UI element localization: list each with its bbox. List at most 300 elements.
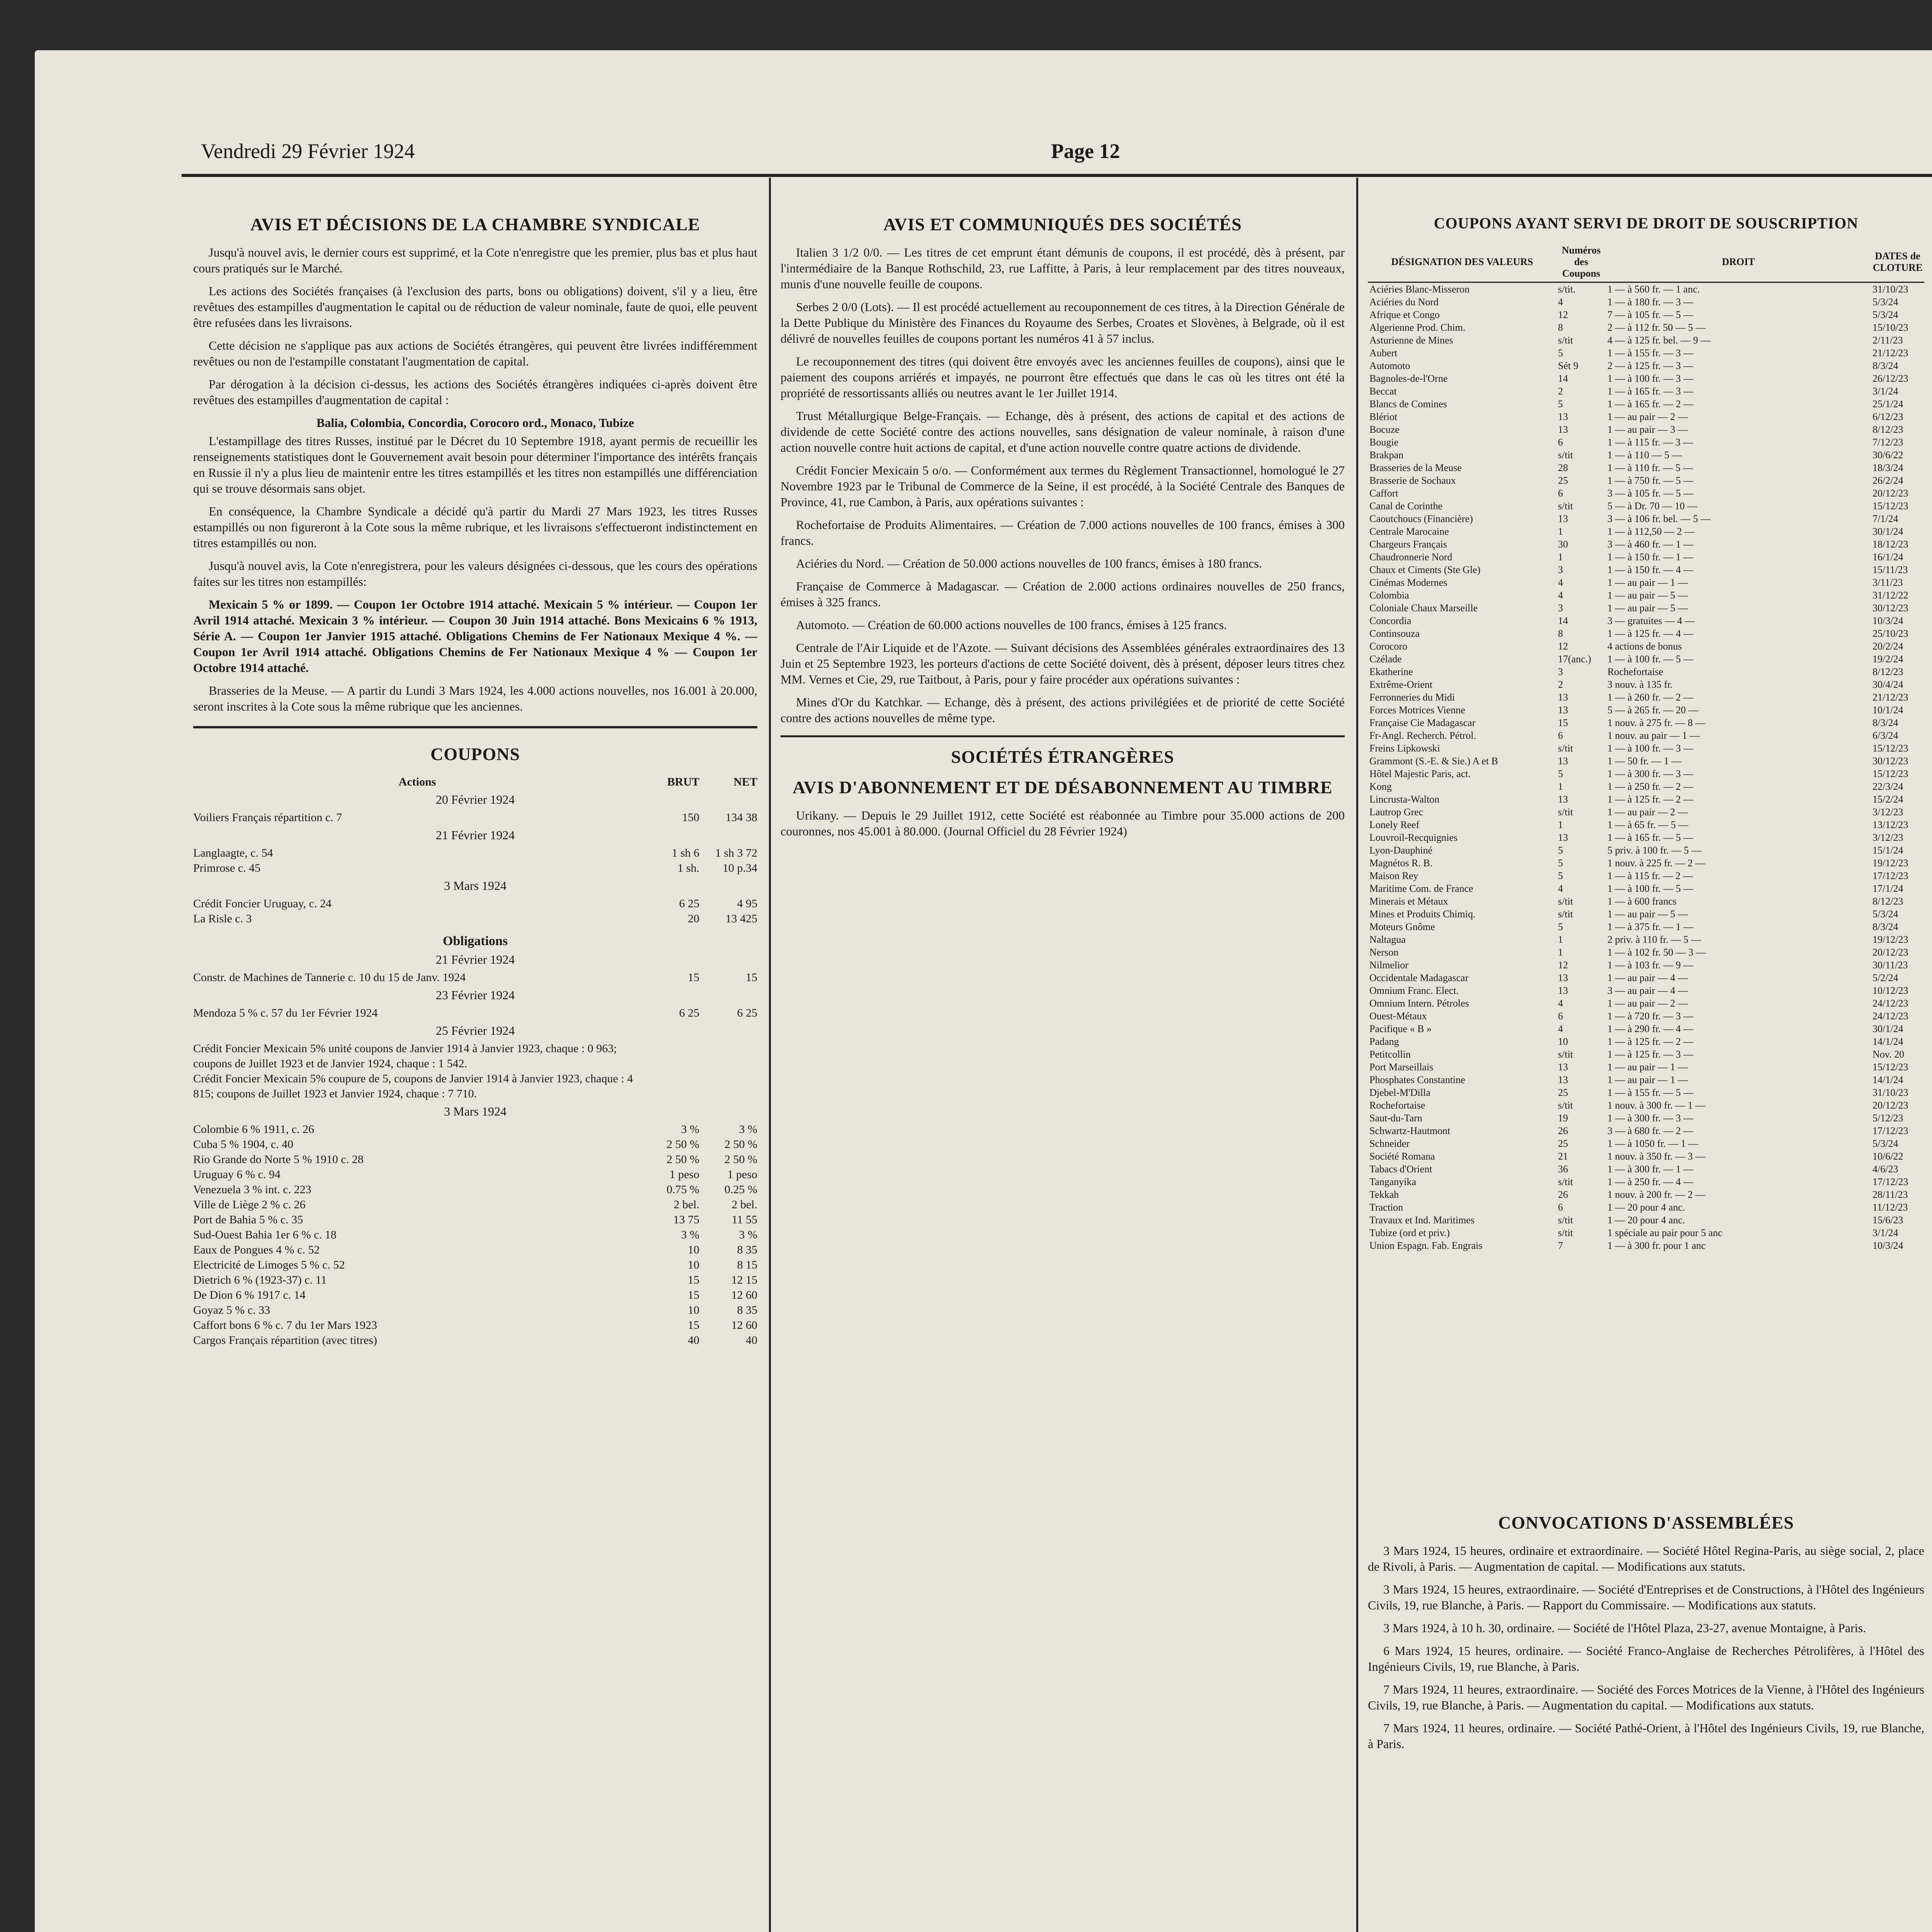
droit-droit: 1 — à 165 fr. — 5 — (1607, 832, 1694, 843)
droit-coupon: 13 (1558, 424, 1568, 435)
droit-droit: 1 — à 180 fr. — 3 — (1607, 296, 1694, 308)
droit-droit: 1 — au pair — 5 — (1607, 590, 1688, 601)
droit-coupon: 4 (1558, 998, 1563, 1009)
droit-valeur: Grammont (S.-E. & Sie.) A et B (1369, 755, 1498, 767)
coupon-date: 3 Mars 1924 (444, 1104, 507, 1118)
avis-para: Crédit Foncier Mexicain 5 o/o. — Conformément aux termes du Règlement Transactionnel, homologué le 27 Novembre 1923 par le Tribunal de Commerce de la Seine, il est procédé, à la Société Centrale des Banques de Province, 41, rue Cambon, à Paris, aux opérations suivantes : (781, 463, 1345, 509)
droit-valeur: Bougie (1369, 437, 1399, 448)
droit-droit: 1 — à 375 fr. — 1 — (1607, 921, 1694, 932)
droit-droit: 1 — 20 pour 4 anc. (1607, 1202, 1685, 1213)
coupon-row (193, 896, 757, 911)
droit-title: COUPONS AYANT SERVI DE DROIT DE SOUSCRIPTION (1434, 214, 1859, 232)
droit-coupon: 13 (1558, 755, 1568, 767)
droit-date: 26/12/23 (1872, 373, 1908, 384)
droit-date: 3/12/23 (1872, 832, 1903, 843)
table-row (1368, 1163, 1924, 1175)
table-row (1368, 908, 1924, 920)
coupon-name: Sud-Ouest Bahia 1er 6 % c. 18 (193, 1228, 337, 1241)
droit-droit: 1 — 50 fr. — 1 — (1607, 755, 1682, 767)
coupon-brut: 10 (688, 1243, 699, 1256)
page-number: Page 12 (1051, 139, 1120, 163)
coupon-brut: 2 bel. (673, 1198, 699, 1211)
table-row (1368, 576, 1924, 589)
droit-valeur: Traction (1369, 1202, 1403, 1213)
droit-coupon: 12 (1558, 959, 1568, 971)
droit-coupon: 13 (1558, 411, 1568, 422)
droit-coupon: 19 (1558, 1112, 1568, 1124)
droit-coupon: 3 (1558, 564, 1563, 575)
droit-date: 3/1/24 (1872, 386, 1898, 397)
coupons-title: COUPONS (430, 744, 520, 764)
droit-date: 30/1/24 (1872, 526, 1903, 537)
table-row (1368, 755, 1924, 767)
droit-coupon: 13 (1558, 704, 1568, 716)
droit-valeur: Automoto (1369, 360, 1410, 371)
coupon-name: Electricité de Limoges 5 % c. 52 (193, 1259, 345, 1271)
droit-droit: 1 nouv. à 300 fr. — 1 — (1607, 1100, 1706, 1111)
droit-valeur: Djebel-M'Dilla (1369, 1087, 1430, 1098)
section-rule (193, 726, 757, 728)
droit-valeur: Pacifique « B » (1369, 1023, 1432, 1034)
droit-droit: 3 — à 105 fr. — 5 — (1607, 488, 1694, 499)
droit-valeur: Bagnoles-de-l'Orne (1369, 373, 1448, 384)
droit-droit: 1 — à 112,50 — 2 — (1607, 526, 1695, 537)
droit-date: 15/2/24 (1872, 794, 1903, 805)
convocations-title: CONVOCATIONS D'ASSEMBLÉES (1498, 1513, 1794, 1532)
droit-coupon: s/tit (1558, 1176, 1573, 1187)
droit-droit: 1 — au pair — 2 — (1607, 806, 1688, 818)
droit-date: 5/3/24 (1872, 296, 1898, 308)
table-row (1368, 933, 1924, 946)
table-row (1368, 1239, 1924, 1252)
droit-valeur: Freins Lipkowski (1369, 743, 1440, 754)
coupon-brut (641, 1041, 699, 1071)
droit-coupon: Sét 9 (1558, 360, 1578, 371)
droit-coupon: 14 (1558, 615, 1568, 626)
table-row (1368, 1073, 1924, 1086)
droit-droit: 3 nouv. à 135 fr. (1607, 679, 1673, 690)
table-row (1368, 423, 1924, 436)
coupon-row (193, 1041, 757, 1071)
droit-date: 15/10/23 (1872, 322, 1908, 333)
droit-date: 15/12/23 (1872, 768, 1908, 779)
table-row (1368, 1188, 1924, 1201)
droit-droit: 1 — à 102 fr. 50 — 3 — (1607, 947, 1706, 958)
coupon-name: Caffort bons 6 % c. 7 du 1er Mars 1923 (193, 1319, 378, 1332)
coupon-net: 134 38 (725, 811, 757, 824)
coupon-row (193, 1182, 757, 1197)
table-row (1368, 461, 1924, 474)
droit-droit: 1 — à 100 fr. — 3 — (1607, 373, 1694, 384)
droit-valeur: Hôtel Majestic Paris, act. (1369, 768, 1471, 779)
droit-coupon: 6 (1558, 488, 1563, 499)
coupon-row (193, 1242, 757, 1257)
coupon-name: De Dion 6 % 1917 c. 14 (193, 1289, 306, 1301)
avis-para: Serbes 2 0/0 (Lots). — Il est procédé actuellement au recouponnement de ces titres, à la Direction Générale de la Dette Publique du Ministère des Finances du Royaume des Serbes, Croates et Slovènes, à Belgrade, où il est délivré de nouvelles feuilles de coupons portant les numéros 41 à 57 inclus. (781, 300, 1345, 345)
droit-date: 17/12/23 (1872, 1125, 1908, 1136)
droit-date: 10/3/24 (1872, 615, 1903, 626)
droit-droit: 1 — à 750 fr. — 5 — (1607, 475, 1694, 486)
droit-coupon: s/tit (1558, 743, 1573, 754)
droit-droit: 1 nouv. à 350 fr. — 3 — (1607, 1151, 1706, 1162)
droit-valeur: Continsouza (1369, 628, 1420, 639)
droit-valeur: Aciéries Blanc-Misseron (1369, 284, 1470, 295)
coupon-brut: 40 (688, 1334, 699, 1347)
droit-date: 14/1/24 (1872, 1074, 1903, 1085)
droit-date: 14/1/24 (1872, 1036, 1903, 1047)
table-row (1368, 436, 1924, 449)
droit-droit: 1 — au pair — 5 — (1607, 908, 1688, 920)
coupon-name: Cuba 5 % 1904, c. 40 (193, 1138, 294, 1151)
coupon-brut: 1 peso (669, 1168, 699, 1181)
convocation-para: 6 Mars 1924, 15 heures, ordinaire. — Société Franco-Anglaise de Recherches Pétrolifères, à l'Hôtel des Ingénieurs Civils, 19, rue Blanche, à Paris. (1368, 1644, 1924, 1673)
droit-date: 26/2/24 (1872, 475, 1903, 486)
coupon-name: Dietrich 6 % (1923-37) c. 11 (193, 1274, 327, 1286)
coupon-net: 12 15 (731, 1274, 757, 1286)
droit-coupon: 13 (1558, 972, 1568, 983)
coupon-net: 8 35 (737, 1243, 757, 1256)
droit-droit: 1 — à 290 fr. — 4 — (1607, 1023, 1694, 1034)
table-row (1368, 398, 1924, 410)
coupon-row (193, 911, 757, 926)
column-rule (769, 178, 771, 1932)
coupon-brut: 1 sh 6 (672, 847, 699, 859)
droit-valeur: Centrale Marocaine (1369, 526, 1449, 537)
brut-header: BRUT (667, 776, 699, 788)
coupon-row (193, 1287, 757, 1303)
droit-col-dates: DATES de CLOTURE (1871, 242, 1924, 282)
droit-droit: 1 nouv. au pair — 1 — (1607, 730, 1700, 741)
droit-coupon: 5 (1558, 870, 1563, 881)
droit-droit: 1 — à 150 fr. — 1 — (1607, 551, 1694, 563)
coupon-brut: 2 50 % (667, 1138, 699, 1151)
droit-valeur: Schneider (1369, 1138, 1410, 1149)
droit-date: 11/12/23 (1872, 1202, 1908, 1213)
coupon-name: Port de Bahia 5 % c. 35 (193, 1213, 303, 1226)
coupon-row (193, 1071, 757, 1101)
coupon-brut: 15 (688, 1289, 699, 1301)
coupon-brut: 3 % (681, 1228, 699, 1241)
droit-droit: 2 — à 112 fr. 50 — 5 — (1607, 322, 1706, 333)
droit-droit: 1 — à 110 — 5 — (1607, 449, 1682, 461)
droit-date: 5/3/24 (1872, 309, 1898, 320)
coupon-name: Crédit Foncier Uruguay, c. 24 (193, 897, 332, 910)
coupon-net: 40 (746, 1334, 757, 1347)
droit-date: Nov. 20 (1872, 1049, 1905, 1060)
table-row (1368, 1226, 1924, 1239)
coupon-brut (641, 1071, 699, 1101)
droit-valeur: Petitcollin (1369, 1049, 1411, 1060)
table-row (1368, 806, 1924, 818)
droit-date: 3/1/24 (1872, 1227, 1898, 1238)
droit-coupon: 2 (1558, 679, 1563, 690)
droit-coupon: 4 (1558, 296, 1563, 308)
droit-coupon: 1 (1558, 781, 1563, 792)
droit-coupon: 5 (1558, 768, 1563, 779)
droit-date: 31/10/23 (1872, 284, 1908, 295)
droit-valeur: Lincrusta-Walton (1369, 794, 1440, 805)
table-row (1368, 372, 1924, 385)
table-row (1368, 997, 1924, 1010)
droit-droit: 1 — à 125 fr. — 2 — (1607, 1036, 1694, 1047)
droit-coupon: 15 (1558, 717, 1568, 728)
table-row (1368, 296, 1924, 308)
droit-coupon: s/tit (1558, 500, 1573, 512)
droit-date: 10/1/24 (1872, 704, 1903, 716)
droit-valeur: Kong (1369, 781, 1392, 792)
droit-droit: 1 — à 100 fr. — 3 — (1607, 743, 1694, 754)
chambre-para: Mexicain 5 % or 1899. — Coupon 1er Octobre 1914 attaché. Mexicain 5 % intérieur. — Coupon 1er Avril 1914 attaché. Mexicain 3 % intérieur. — Coupon 30 Juin 1914 attaché. Bons Mexicains 6 % 1913, Série A. — Coupon 1er Janvier 1915 attaché. Obligations Chemins de Fer Nationaux Mexique 4 %. — Coupon 1er Avril 1914 attaché. Obligations Chemins de Fer Nationaux Mexique 4 % — Coupon 1er Octobre 1914 attaché. (193, 597, 757, 675)
droit-coupon: 13 (1558, 794, 1568, 805)
droit-droit: 1 — à 65 fr. — 5 — (1607, 819, 1689, 830)
droit-date: 22/3/24 (1872, 781, 1903, 792)
droit-date: 15/12/23 (1872, 743, 1908, 754)
droit-droit: 1 — au pair — 2 — (1607, 411, 1688, 422)
droit-coupon: 5 (1558, 921, 1563, 932)
droit-date: 30/12/23 (1872, 602, 1908, 614)
droit-valeur: Société Romana (1369, 1151, 1435, 1162)
coupon-net: 1 sh 3 72 (715, 847, 757, 859)
table-row (1368, 946, 1924, 959)
coupon-row (193, 970, 757, 985)
droit-date: 19/12/23 (1872, 857, 1908, 869)
chambre-para: Les actions des Sociétés françaises (à l'exclusion des parts, bons ou obligations) doivent, s'il y a lieu, être revêtues des estampilles d'augmentation le capital ou de réduction de valeur nominale, faute de quoi, elle peuvent être refusées dans les livraisons. (193, 284, 757, 330)
table-row (1368, 589, 1924, 602)
droit-droit: 1 spéciale au pair pour 5 anc (1607, 1227, 1723, 1238)
droit-date: 8/3/24 (1872, 360, 1898, 371)
table-row (1368, 487, 1924, 500)
coupon-name: Eaux de Pongues 4 % c. 52 (193, 1243, 320, 1256)
coupon-row (193, 1303, 757, 1318)
table-row (1368, 474, 1924, 487)
droit-droit: 1 — à 155 fr. — 3 — (1607, 347, 1694, 359)
droit-droit: 1 nouv. à 225 fr. — 2 — (1607, 857, 1706, 869)
coupon-date: 23 Février 1924 (435, 988, 515, 1002)
coupon-net: 2 50 % (724, 1153, 757, 1166)
droit-droit: 4 actions de bonus (1607, 641, 1682, 652)
droit-coupon: 13 (1558, 692, 1568, 703)
coupon-brut: 6 25 (679, 1007, 699, 1019)
droit-droit: 2 — à 125 fr. — 3 — (1607, 360, 1694, 371)
coupon-brut: 2 50 % (667, 1153, 699, 1166)
droit-droit: 1 — à 165 fr. — 2 — (1607, 398, 1694, 410)
droit-valeur: Bocuze (1369, 424, 1400, 435)
droit-droit: 1 — à 110 fr. — 5 — (1607, 462, 1693, 473)
coupon-brut: 15 (688, 1319, 699, 1332)
droit-droit: 1 — à 560 fr. — 1 anc. (1607, 284, 1700, 295)
coupon-date: 25 Février 1924 (435, 1024, 515, 1037)
coupon-row (193, 1152, 757, 1167)
droit-valeur: Occidentale Madagascar (1369, 972, 1469, 983)
droit-coupon: 13 (1558, 513, 1568, 524)
table-row (1368, 793, 1924, 806)
coupon-row (193, 1137, 757, 1152)
droit-date: 18/12/23 (1872, 539, 1908, 550)
droit-coupon: 1 (1558, 947, 1563, 958)
column-rule (1356, 178, 1358, 1932)
coupon-row (193, 1318, 757, 1333)
droit-valeur: Tabacs d'Orient (1369, 1163, 1432, 1175)
droit-droit: 1 — à 600 francs (1607, 896, 1677, 907)
droit-valeur: Algerienne Prod. Chim. (1369, 322, 1466, 333)
droit-droit: 5 — à Dr. 70 — 10 — (1607, 500, 1697, 512)
table-row (1368, 665, 1924, 678)
droit-droit: 3 — gratuites — 4 — (1607, 615, 1695, 626)
droit-date: 15/11/23 (1872, 564, 1908, 575)
droit-date: 8/12/23 (1872, 896, 1903, 907)
droit-date: 30/12/23 (1872, 755, 1908, 767)
droit-valeur: Canal de Corinthe (1369, 500, 1443, 512)
droit-valeur: Omnium Intern. Pétroles (1369, 998, 1469, 1009)
droit-date: 18/3/24 (1872, 462, 1903, 473)
droit-droit: 3 — au pair — 4 — (1607, 985, 1688, 996)
coupon-name: Rio Grande do Norte 5 % 1910 c. 28 (193, 1153, 364, 1166)
droit-valeur: Cinémas Modernes (1369, 577, 1447, 588)
droit-valeur: Caffort (1369, 488, 1398, 499)
chambre-para: Brasseries de la Meuse. — A partir du Lundi 3 Mars 1924, les 4.000 actions nouvelles, nos 16.001 à 20.000, seront inscrites à la Cote sous la même rubrique que les anciennes. (193, 684, 757, 713)
droit-valeur: Tanganyika (1369, 1176, 1416, 1187)
convocation-para: 7 Mars 1924, 11 heures, ordinaire. — Société Pathé-Orient, à l'Hôtel des Ingénieurs Civils, 19, rue Blanche, à Paris. (1368, 1721, 1924, 1751)
etrangeres-title: SOCIÉTÉS ÉTRANGÈRES (951, 747, 1174, 767)
droit-valeur: Mines et Produits Chimiq. (1369, 908, 1476, 920)
coupon-net: 13 425 (725, 912, 757, 925)
droit-coupon: s/tit (1558, 806, 1573, 818)
droit-valeur: Ekatherine (1369, 666, 1413, 677)
droit-droit: 1 — à 125 fr. — 4 — (1607, 628, 1694, 639)
coupon-name: Crédit Foncier Mexicain 5% coupure de 5, coupons de Janvier 1914 à Janvier 1923, chaque : 4 815; coupons de Juillet 1923 et Janvier 1924, chaque : 7 710. (193, 1072, 633, 1100)
droit-coupon: 3 (1558, 602, 1563, 614)
droit-coupon: 6 (1558, 1010, 1563, 1022)
droit-date: 20/12/23 (1872, 488, 1908, 499)
section-rule (781, 735, 1345, 737)
droit-date: 25/10/23 (1872, 628, 1908, 639)
avis-para: Le recouponnement des titres (qui doivent être envoyés avec les anciennes feuilles de coupons), ainsi que le paiement des coupons arriérés et impayés, ne pourront être effectués que dans le cas où les titres ont été la propriété de ressortissants alliés ou neutres avant le 1er Juillet 1914. (781, 354, 1345, 400)
droit-date: 17/12/23 (1872, 1176, 1908, 1187)
droit-valeur: Brakpan (1369, 449, 1404, 461)
coupon-row (193, 1227, 757, 1242)
coupon-brut: 3 % (681, 1123, 699, 1136)
table-row (1368, 653, 1924, 665)
table-row (1368, 512, 1924, 525)
table-row (1368, 449, 1924, 461)
droit-date: 13/12/23 (1872, 819, 1908, 830)
table-row (1368, 857, 1924, 869)
droit-droit: 1 — à 125 fr. — 2 — (1607, 794, 1694, 805)
coupon-name: Venezuela 3 % int. c. 223 (193, 1183, 311, 1196)
droit-date: 20/12/23 (1872, 1100, 1908, 1111)
droit-droit: 1 — au pair — 5 — (1607, 602, 1688, 614)
urikany-notice: Urikany. — Depuis le 29 Juillet 1912, cette Société est réabonnée au Timbre pour 35.000 actions de 200 couronnes, nos 45.001 à 80.000. (Journal Officiel du 28 Février 1924) (781, 808, 1345, 838)
droit-droit: 1 — à 100 fr. — 5 — (1607, 653, 1694, 665)
table-row (1368, 1061, 1924, 1073)
top-rule (182, 174, 1932, 177)
table-row (1368, 984, 1924, 997)
table-row (1368, 538, 1924, 551)
droit-droit: 1 — à 250 fr. — 2 — (1607, 781, 1694, 792)
droit-date: 3/12/23 (1872, 806, 1903, 818)
coupon-row (193, 1005, 757, 1020)
droit-col-coupons: Numéros des Coupons (1556, 242, 1606, 282)
droit-droit: 1 — à 125 fr. — 3 — (1607, 1049, 1694, 1060)
droit-date: 30/11/23 (1872, 959, 1908, 971)
coupon-net: 15 (746, 971, 757, 984)
droit-coupon: 1 (1558, 819, 1563, 830)
droit-coupon: 26 (1558, 1189, 1568, 1200)
droit-valeur: Travaux et Ind. Maritimes (1369, 1214, 1475, 1226)
table-row (1368, 729, 1924, 742)
droit-date: 19/2/24 (1872, 653, 1903, 665)
droit-col-droit: DROIT (1606, 242, 1871, 282)
droit-valeur: Nilmelior (1369, 959, 1409, 971)
coupon-name: Colombie 6 % 1911, c. 26 (193, 1123, 315, 1136)
avis-societes-column (781, 209, 1345, 1932)
droit-droit: 1 — à 150 fr. — 4 — (1607, 564, 1694, 575)
droit-valeur: Afrique et Congo (1369, 309, 1440, 320)
table-row (1368, 869, 1924, 882)
droit-valeur: Chaudronnerie Nord (1369, 551, 1452, 563)
chambre-para: Cette décision ne s'applique pas aux actions de Sociétés étrangères, qui peuvent être livrées indifféremment revêtues ou non de l'estampille constatant l'augmentation de capital. (193, 338, 757, 368)
droit-coupon: 1 (1558, 551, 1563, 563)
table-row (1368, 614, 1924, 627)
coupon-date: 20 Février 1924 (435, 793, 515, 806)
coupon-date: 21 Février 1924 (435, 952, 515, 966)
table-row (1368, 1137, 1924, 1150)
droit-droit: 1 — au pair — 3 — (1607, 424, 1688, 435)
droit-valeur: Coloniale Chaux Marseille (1369, 602, 1478, 614)
coupon-net: 1 peso (727, 1168, 757, 1181)
table-row (1368, 1035, 1924, 1048)
droit-table (1368, 242, 1924, 1252)
coupon-name: Constr. de Machines de Tannerie c. 10 du 15 de Janv. 1924 (193, 971, 466, 984)
chambre-para: L'estampillage des titres Russes, institué par le Décret du 10 Septembre 1918, ayant permis de recueillir les renseignements statistiques dont le Gouvernement avait besoin pour déterminer l'importance des intérêts français en Russie il n'y a plus lieu de maintenir entre les titres estampillés et les titres non estampillés une différenciation qui se trouve désormais sans objet. (193, 434, 757, 495)
droit-coupon: 8 (1558, 322, 1563, 333)
droit-coupon: s/tit (1558, 449, 1573, 461)
coupon-date: 3 Mars 1924 (444, 879, 507, 893)
droit-coupon: 4 (1558, 883, 1563, 894)
coupon-net: 6 25 (737, 1007, 757, 1019)
droit-date: 5/3/24 (1872, 1138, 1898, 1149)
droit-valeur: Française Cie Madagascar (1369, 717, 1476, 728)
droit-valeur: Magnétos R. B. (1369, 857, 1433, 869)
droit-coupon: 36 (1558, 1163, 1568, 1175)
droit-date: 4/6/23 (1872, 1163, 1898, 1175)
table-row (1368, 1124, 1924, 1137)
droit-valeur: Forces Motrices Vienne (1369, 704, 1465, 716)
droit-valeur: Caoutchoucs (Financière) (1369, 513, 1473, 524)
table-row (1368, 678, 1924, 691)
table-row (1368, 1086, 1924, 1099)
chambre-syndicale-column (193, 209, 757, 1932)
table-row (1368, 844, 1924, 857)
droit-coupon: 6 (1558, 1202, 1563, 1213)
droit-valeur: Port Marseillais (1369, 1061, 1434, 1073)
droit-droit: 1 nouv. à 200 fr. — 2 — (1607, 1189, 1706, 1200)
chambre-para: Jusqu'à nouvel avis, le dernier cours est supprimé, et la Cote n'enregistre que les premier, plus bas et plus haut cours pratiqués sur le Marché. (193, 245, 757, 275)
droit-valeur: Lonely Reef (1369, 819, 1420, 830)
coupon-net: 4 95 (737, 897, 757, 910)
coupon-row (193, 1197, 757, 1212)
droit-valeur: Phosphates Constantine (1369, 1074, 1465, 1085)
droit-souscription-column (1368, 209, 1924, 1468)
droit-valeur: Lautrop Grec (1369, 806, 1423, 818)
table-row (1368, 1099, 1924, 1112)
droit-date: 6/3/24 (1872, 730, 1898, 741)
droit-droit: 1 — à 100 fr. — 5 — (1607, 883, 1694, 894)
droit-coupon: 4 (1558, 590, 1563, 601)
convocations-column (1368, 1507, 1924, 1932)
coupon-row (193, 1122, 757, 1137)
avis-para: Aciéries du Nord. — Création de 50.000 actions nouvelles de 100 francs, émises à 180 francs. (796, 556, 1262, 570)
